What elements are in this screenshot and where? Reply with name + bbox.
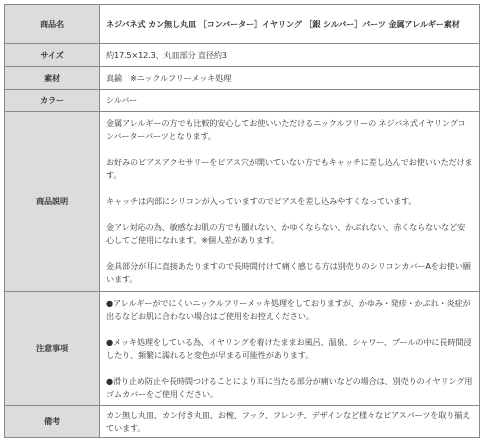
- description-paragraph: 金具部分が耳に直接あたりますので長時間付けて痛く感じる方は別売りのシリコンカバーAをお使い願います。: [106, 261, 471, 284]
- notes-paragraph: ●メッキ処理をしている為、イヤリングを着けたままお風呂、温泉、シャワー、プールの中に長時間浸したり、頻繁に濡れると変色が早まる可能性があります。: [106, 336, 472, 360]
- description-paragraph: お好みのピアスアクセサリーをピアス穴が開いていない方でもキャッチに差し込んでお使いいただけます。: [106, 157, 473, 180]
- label-product-name: 商品名: [5, 5, 100, 44]
- row-product-name: [5, 5, 480, 44]
- value-size: 約17.5×12.3、丸皿部分 直径約3: [100, 44, 480, 67]
- value-description: [100, 112, 480, 292]
- value-product-name: ネジバネ式 カン無し丸皿 ［コンバーター］イヤリング ［銀 シルバー］パーツ 金属アレルギー素材: [100, 5, 480, 44]
- label-material: 素材: [5, 67, 100, 90]
- row-notes: [5, 292, 480, 406]
- product-spec-table: [4, 4, 480, 438]
- label-notes: 注意事項: [5, 292, 100, 406]
- description-paragraph: キャッチは内部にシリコンが入っていますのでピアスを差し込みやすくなっています。: [106, 196, 417, 206]
- description-paragraph: 金アレ対応の為、敏感なお肌の方でも腫れない、かゆくならない、かぶれない、赤くならないなど安心してご使用になれます。※個人差があります。: [106, 222, 466, 245]
- notes-paragraph: ●アレルギーがでにくいニックルフリーメッキ処理をしておりますが、かゆみ・発疹・かぶれ・炎症が出るなどお肌に合わない場合はご使用をお控えください。: [106, 297, 471, 321]
- label-description: 商品説明: [5, 112, 100, 292]
- label-remarks: 備考: [5, 406, 100, 438]
- row-remarks: [5, 406, 480, 438]
- row-size: [5, 44, 480, 67]
- notes-paragraph: ●滑り止め防止や長時間つけることにより耳に当たる部分が痛いなどの場合は、別売りのイヤリング用ゴムカバーをご使用ください。: [106, 375, 473, 399]
- value-material: 真鍮 ※ニックルフリーメッキ処理: [100, 67, 480, 90]
- value-color: シルバー: [100, 90, 480, 112]
- label-size: サイズ: [5, 44, 100, 67]
- row-color: [5, 90, 480, 112]
- description-paragraph: 金属アレルギーの方でも比較的安心してお使いいただけるニックルフリーの ネジバネ式イヤリングコンバーターパーツとなります。: [106, 118, 466, 141]
- value-notes: [100, 292, 480, 406]
- label-color: カラー: [5, 90, 100, 112]
- row-description: [5, 112, 480, 292]
- value-remarks: カン無し丸皿、カン付き丸皿、お椀、フック、フレンチ、デザインなど様々なピアスパーツを取り揃えています。: [100, 406, 480, 438]
- row-material: [5, 67, 480, 90]
